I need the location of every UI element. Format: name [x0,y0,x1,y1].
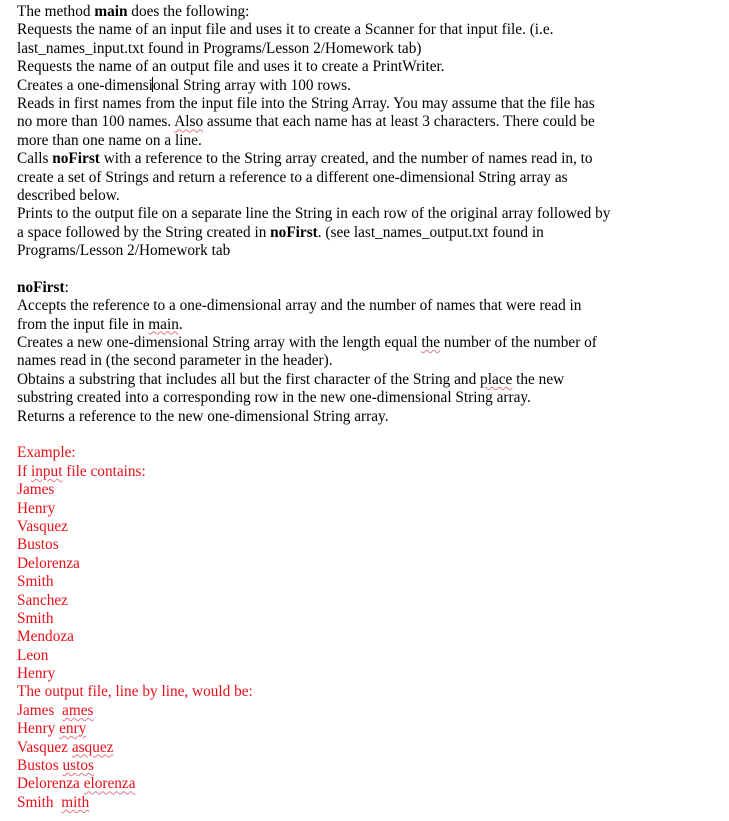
text: : [64,278,69,296]
main-line-2: last_names_input.txt found in Programs/Lesson 2/Homework tab) [17,39,422,57]
text: Obtains a substring that includes all but the first character of the String and [17,370,481,388]
method-name-nofirst: noFirst [270,223,318,241]
text [54,702,62,719]
text: with a reference to the String array created, and the number of names read in, to [99,150,593,168]
document-body [17,3,722,812]
main-line-12 [17,224,722,242]
text: from the input file in [17,315,149,333]
text: the new [512,370,565,388]
main-line-7: more than one name on a line. [17,131,202,149]
input-name: Leon [17,646,49,664]
spellcheck-flag[interactable]: ames [62,701,94,719]
text: . [178,315,183,333]
text: number of the number of [440,334,597,352]
input-name: Bustos [17,536,59,554]
main-line-11: Prints to the output file on a separate line the String in each row of the original array followed by [17,205,611,223]
main-line-10: described below. [17,186,120,204]
nofirst-heading [17,279,722,297]
main-intro-line [17,3,722,21]
main-line-3: Requests the name of an output file and uses it to create a PrintWriter. [17,58,445,76]
nofirst-line-2 [17,316,722,334]
nofirst-line-4: names read in (the second parameter in the header). [17,352,333,370]
input-name: Smith [17,609,54,627]
example-heading: Example: [17,444,76,462]
example-input-heading [17,463,722,481]
spellcheck-flag[interactable]: elorenza [83,775,136,793]
output-line [17,739,722,757]
nofirst-line-5 [17,371,722,389]
method-name-nofirst: noFirst [17,278,65,296]
text: file contains: [62,462,146,480]
nofirst-line-1: Accepts the reference to a one-dimensional array and the number of names that were read in [17,297,582,315]
text: Vasquez [17,738,68,756]
text: onal String array with 100 rows. [152,76,351,94]
text: Calls [17,150,53,168]
main-line-13: Programs/Lesson 2/Homework tab [17,242,231,260]
example-section [17,444,722,812]
text: Delorenza [17,775,80,793]
nofirst-line-6: substring created into a corresponding row in the new one-dimensional String array. [17,389,531,407]
spellcheck-flag[interactable]: Also [174,113,204,131]
output-line [17,720,722,738]
input-name: Mendoza [17,628,74,646]
main-line-9: create a set of Strings and return a reference to a different one-dimensional String array as [17,168,568,186]
nofirst-line-3 [17,334,722,352]
nofirst-line-7: Returns a reference to the new one-dimensional String array. [17,407,389,425]
input-name: Sanchez [17,591,68,609]
output-line [17,757,722,775]
text: no more than 100 names. [17,113,175,131]
main-line-5: Reads in first names from the input file into the String Array. You may assume that the file has [17,94,595,112]
blank-line [17,426,722,444]
main-line-6 [17,113,722,131]
spellcheck-flag[interactable]: ustos [62,757,94,775]
input-name: Henry [17,665,56,683]
spellcheck-flag[interactable]: the [421,334,441,352]
spellcheck-flag[interactable]: input [31,462,63,480]
text: Bustos [17,757,59,775]
text: If [17,462,32,480]
input-name: James [17,481,55,499]
text: a space followed by the String created in [17,223,271,241]
input-name: Henry [17,499,56,517]
spellcheck-flag[interactable]: mith [61,793,90,811]
input-name: Delorenza [17,554,80,572]
spellcheck-flag[interactable]: asquez [71,738,114,756]
spellcheck-flag[interactable]: main [148,315,179,333]
text: assume that each name has at least 3 characters. There could be [203,113,595,131]
output-line [17,702,722,720]
text: James [17,701,55,719]
blank-line [17,260,722,278]
main-line-8 [17,150,722,168]
spellcheck-flag[interactable]: enry [59,720,87,738]
text: Creates a new one-dimensional String array with the length equal [17,334,422,352]
text: Creates a one-dimensi [17,76,153,94]
output-line [17,775,722,793]
main-line-4 [17,77,722,95]
input-name: Smith [17,573,54,591]
spellcheck-flag[interactable]: place [480,370,513,388]
text: Henry [17,720,56,738]
text: . (see last_names_output.txt found in [317,223,544,241]
method-name-nofirst: noFirst [52,150,100,168]
main-line-1: Requests the name of an input file and uses it to create a Scanner for that input file. (i.e. [17,21,554,39]
method-name-main: main [94,3,128,20]
text: The method [17,3,95,20]
text: does the following: [127,3,250,20]
text: Smith [17,793,54,811]
output-line [17,794,722,812]
input-name: Vasquez [17,517,68,535]
example-output-heading: The output file, line by line, would be: [17,683,253,701]
